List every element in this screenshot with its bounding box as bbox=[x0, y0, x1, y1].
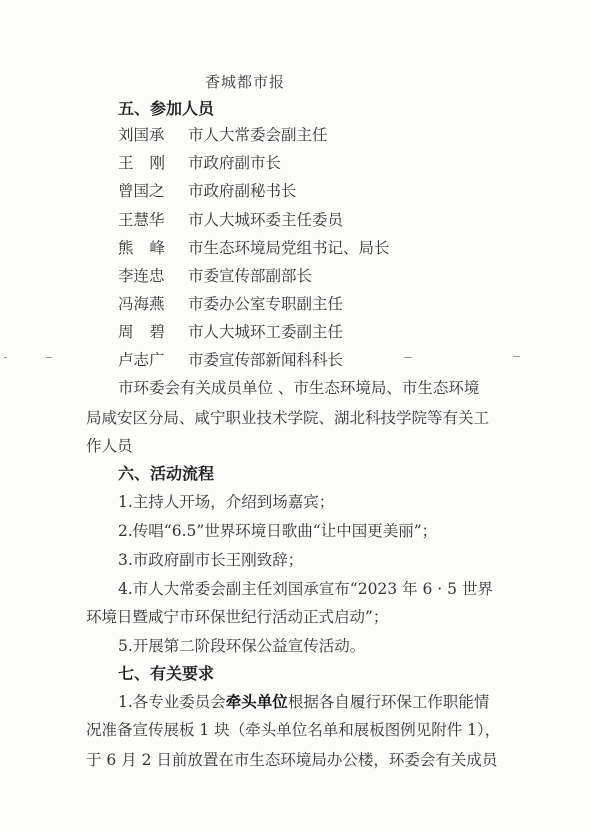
person-name: 冯海燕 bbox=[118, 295, 165, 313]
newspaper-watermark: 香城都市报 bbox=[205, 73, 286, 91]
requirement-emphasis: 牵头单位 bbox=[225, 692, 288, 711]
process-step: 5.开展第二阶段环保公益宣传活动。 bbox=[118, 637, 366, 655]
person-name: 卢志广 bbox=[118, 351, 165, 369]
scan-mark bbox=[46, 357, 52, 358]
paragraph-line: 局咸安区分局、咸宁职业技术学院、湖北科技学院等有关工 bbox=[86, 409, 490, 427]
requirement-text: 根据各自履行环保工作职能情 bbox=[287, 693, 490, 711]
process-step: 3.市政府副市长王刚致辞； bbox=[118, 551, 304, 569]
person-name: 王刚 bbox=[118, 154, 182, 172]
section-heading: 六、活动流程 bbox=[118, 464, 215, 483]
process-step: 1.主持人开场，介绍到场嘉宾； bbox=[118, 493, 335, 511]
person-role: 市人大城环工委副主任 bbox=[188, 323, 344, 341]
person-name: 曾国之 bbox=[118, 182, 165, 200]
requirement-line: 于 6 月 2 日前放置在市生态环境局办公楼，环委会有关成员 bbox=[86, 751, 498, 769]
section-heading: 五、参加人员 bbox=[118, 99, 215, 118]
process-step: 2.传唱“6.5”世界环境日歌曲“让中国更美丽”； bbox=[118, 522, 438, 540]
process-step: 环境日暨咸宁市环保世纪行活动正式启动”； bbox=[86, 608, 389, 626]
person-role: 市委宣传部新闻科科长 bbox=[188, 351, 344, 369]
person-name: 王慧华 bbox=[118, 211, 165, 229]
scan-mark bbox=[4, 357, 7, 358]
requirement-line: 况准备宣传展板 1 块（牵头单位名单和展板图例见附件 1）， bbox=[86, 721, 501, 739]
requirement-line bbox=[118, 692, 489, 712]
paragraph-line: 市环委会有关成员单位 、市生态环境局、市生态环境 bbox=[118, 379, 480, 397]
person-name: 李连忠 bbox=[118, 267, 165, 285]
process-step: 4.市人大常委会副主任刘国承宣布“2023 年 6 · 5 世界 bbox=[118, 580, 493, 598]
person-name: 周碧 bbox=[118, 323, 182, 341]
person-role: 市人大常委会副主任 bbox=[188, 126, 328, 144]
person-role: 市委宣传部副部长 bbox=[188, 267, 313, 285]
person-name: 刘国承 bbox=[118, 126, 165, 144]
scan-mark bbox=[513, 356, 520, 357]
section-heading: 七、有关要求 bbox=[118, 664, 215, 683]
person-role: 市政府副市长 bbox=[188, 154, 282, 172]
scan-mark bbox=[404, 357, 412, 358]
person-role: 市人大城环委主任委员 bbox=[188, 211, 344, 229]
requirement-text: 1.各专业委员会 bbox=[118, 693, 226, 711]
person-role: 市生态环境局党组书记、局长 bbox=[188, 239, 390, 257]
paragraph-line: 作人员 bbox=[86, 437, 133, 455]
person-role: 市政府副秘书长 bbox=[188, 182, 297, 200]
person-name: 熊峰 bbox=[118, 239, 182, 257]
person-role: 市委办公室专职副主任 bbox=[188, 295, 344, 313]
